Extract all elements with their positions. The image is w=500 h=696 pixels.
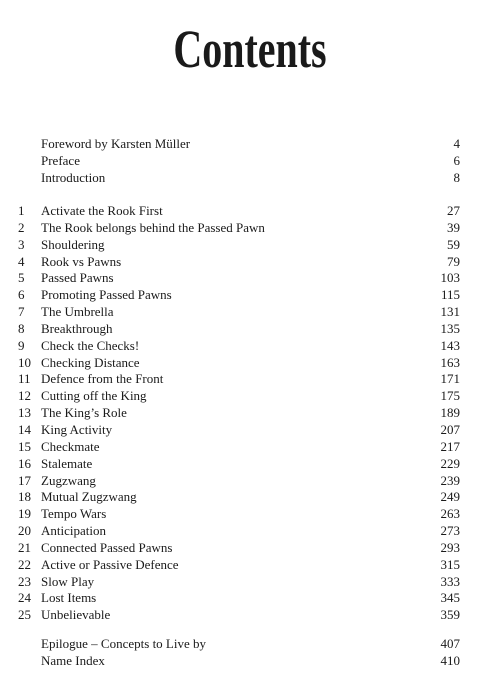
chapter-number: 25 bbox=[18, 607, 31, 623]
chapter-entry bbox=[0, 607, 500, 624]
chapter-entry bbox=[0, 304, 500, 321]
toc-entry-page: 6 bbox=[453, 152, 460, 168]
chapter-number: 18 bbox=[18, 489, 31, 505]
chapter-page: 249 bbox=[440, 489, 460, 505]
chapter-entry bbox=[0, 270, 500, 287]
chapter-title: Promoting Passed Pawns bbox=[41, 287, 172, 303]
chapter-page: 175 bbox=[440, 388, 460, 404]
chapter-entry bbox=[0, 237, 500, 254]
chapter-title: Activate the Rook First bbox=[41, 203, 163, 218]
toc-entry bbox=[0, 653, 500, 670]
toc-entry bbox=[0, 153, 500, 170]
chapter-title: Cutting off the King bbox=[41, 388, 147, 404]
chapter-title: The Umbrella bbox=[41, 304, 114, 320]
chapter-page: 207 bbox=[440, 421, 460, 437]
chapter-page: 217 bbox=[440, 438, 460, 454]
chapter-page: 239 bbox=[440, 472, 460, 488]
chapter-entry bbox=[0, 371, 500, 388]
chapter-number: 19 bbox=[18, 506, 31, 522]
chapter-title: Tempo Wars bbox=[41, 506, 107, 522]
toc-entry-page: 407 bbox=[440, 636, 460, 651]
toc-entry bbox=[0, 170, 500, 187]
chapter-number: 16 bbox=[18, 455, 31, 471]
chapter-number: 17 bbox=[18, 472, 31, 488]
chapter-entry bbox=[0, 574, 500, 591]
chapter-title: Zugzwang bbox=[41, 472, 96, 488]
chapter-number: 10 bbox=[18, 354, 31, 370]
chapter-title: Shouldering bbox=[41, 236, 105, 252]
chapter-page: 135 bbox=[440, 320, 460, 336]
chapter-entry bbox=[0, 456, 500, 473]
chapter-title: Checking Distance bbox=[41, 354, 140, 370]
chapter-title: Connected Passed Pawns bbox=[41, 539, 173, 555]
chapter-title: The King’s Role bbox=[41, 405, 127, 421]
chapter-number: 5 bbox=[18, 270, 25, 286]
chapter-page: 79 bbox=[447, 253, 460, 269]
chapter-entry bbox=[0, 590, 500, 607]
chapter-number: 20 bbox=[18, 523, 31, 539]
chapter-title: The Rook belongs behind the Passed Pawn bbox=[41, 219, 265, 235]
back-matter-list bbox=[0, 636, 500, 670]
chapter-number: 12 bbox=[18, 388, 31, 404]
chapter-entry bbox=[0, 203, 500, 220]
chapter-title: Lost Items bbox=[41, 590, 97, 606]
chapter-list bbox=[0, 203, 500, 624]
chapter-page: 27 bbox=[447, 203, 460, 218]
page-title: Contents bbox=[173, 19, 327, 79]
chapter-page: 293 bbox=[440, 539, 460, 555]
chapter-entry bbox=[0, 338, 500, 355]
chapter-number: 13 bbox=[18, 405, 31, 421]
chapter-entry bbox=[0, 388, 500, 405]
toc-entry-label: Foreword by Karsten Müller bbox=[41, 136, 191, 151]
chapter-entry bbox=[0, 523, 500, 540]
chapter-number: 7 bbox=[18, 304, 25, 320]
chapter-page: 59 bbox=[447, 236, 460, 252]
chapter-page: 229 bbox=[440, 455, 460, 471]
chapter-page: 103 bbox=[440, 270, 460, 286]
chapter-number: 2 bbox=[18, 219, 25, 235]
chapter-entry bbox=[0, 321, 500, 338]
chapter-entry bbox=[0, 254, 500, 271]
chapter-page: 273 bbox=[440, 523, 460, 539]
chapter-title: King Activity bbox=[41, 421, 113, 437]
chapter-entry bbox=[0, 220, 500, 237]
chapter-number: 9 bbox=[18, 337, 25, 353]
chapter-title: Mutual Zugzwang bbox=[41, 489, 137, 505]
chapter-title: Check the Checks! bbox=[41, 337, 140, 353]
chapter-title: Rook vs Pawns bbox=[41, 253, 122, 269]
chapter-title: Slow Play bbox=[41, 573, 95, 589]
chapter-number: 14 bbox=[18, 421, 31, 437]
toc-entry bbox=[0, 636, 500, 653]
chapter-entry bbox=[0, 287, 500, 304]
chapter-page: 131 bbox=[440, 304, 460, 320]
chapter-page: 345 bbox=[440, 590, 460, 606]
chapter-title: Stalemate bbox=[41, 455, 93, 471]
chapter-number: 15 bbox=[18, 438, 31, 454]
toc-entry bbox=[0, 136, 500, 153]
chapter-entry bbox=[0, 422, 500, 439]
chapter-number: 11 bbox=[18, 371, 31, 387]
toc-entry-page: 8 bbox=[453, 169, 460, 185]
chapter-title: Breakthrough bbox=[41, 320, 113, 336]
chapter-number: 21 bbox=[18, 539, 31, 555]
chapter-number: 6 bbox=[18, 287, 25, 303]
chapter-number: 8 bbox=[18, 320, 25, 336]
chapter-title: Anticipation bbox=[41, 523, 106, 539]
chapter-number: 3 bbox=[18, 236, 25, 252]
toc-entry-page: 4 bbox=[453, 136, 460, 151]
chapter-number: 23 bbox=[18, 573, 31, 589]
chapter-entry bbox=[0, 355, 500, 372]
toc-entry-label: Name Index bbox=[41, 652, 105, 668]
chapter-page: 163 bbox=[440, 354, 460, 370]
chapter-number: 22 bbox=[18, 556, 31, 572]
toc-entry-label: Preface bbox=[41, 152, 80, 168]
chapter-page: 115 bbox=[440, 287, 460, 303]
chapter-entry bbox=[0, 557, 500, 574]
chapter-title: Passed Pawns bbox=[41, 270, 114, 286]
chapter-title: Defence from the Front bbox=[41, 371, 164, 387]
chapter-number: 24 bbox=[18, 590, 31, 606]
front-matter-list bbox=[0, 136, 500, 187]
chapter-entry bbox=[0, 540, 500, 557]
chapter-entry bbox=[0, 405, 500, 422]
chapter-number: 4 bbox=[18, 253, 25, 269]
toc-entry-label: Introduction bbox=[41, 169, 106, 185]
chapter-page: 39 bbox=[447, 219, 460, 235]
chapter-entry bbox=[0, 489, 500, 506]
chapter-number: 1 bbox=[18, 203, 25, 218]
chapter-page: 189 bbox=[440, 405, 460, 421]
chapter-title: Active or Passive Defence bbox=[41, 556, 179, 572]
chapter-page: 359 bbox=[440, 607, 460, 623]
chapter-entry bbox=[0, 473, 500, 490]
chapter-entry bbox=[0, 439, 500, 456]
chapter-page: 263 bbox=[440, 506, 460, 522]
chapter-title: Checkmate bbox=[41, 438, 100, 454]
chapter-page: 143 bbox=[440, 337, 460, 353]
chapter-title: Unbelievable bbox=[41, 607, 111, 623]
chapter-page: 171 bbox=[440, 371, 460, 387]
toc-entry-page: 410 bbox=[440, 652, 460, 668]
chapter-page: 315 bbox=[440, 556, 460, 572]
chapter-page: 333 bbox=[440, 573, 460, 589]
chapter-entry bbox=[0, 506, 500, 523]
toc-entry-label: Epilogue – Concepts to Live by bbox=[41, 636, 207, 651]
